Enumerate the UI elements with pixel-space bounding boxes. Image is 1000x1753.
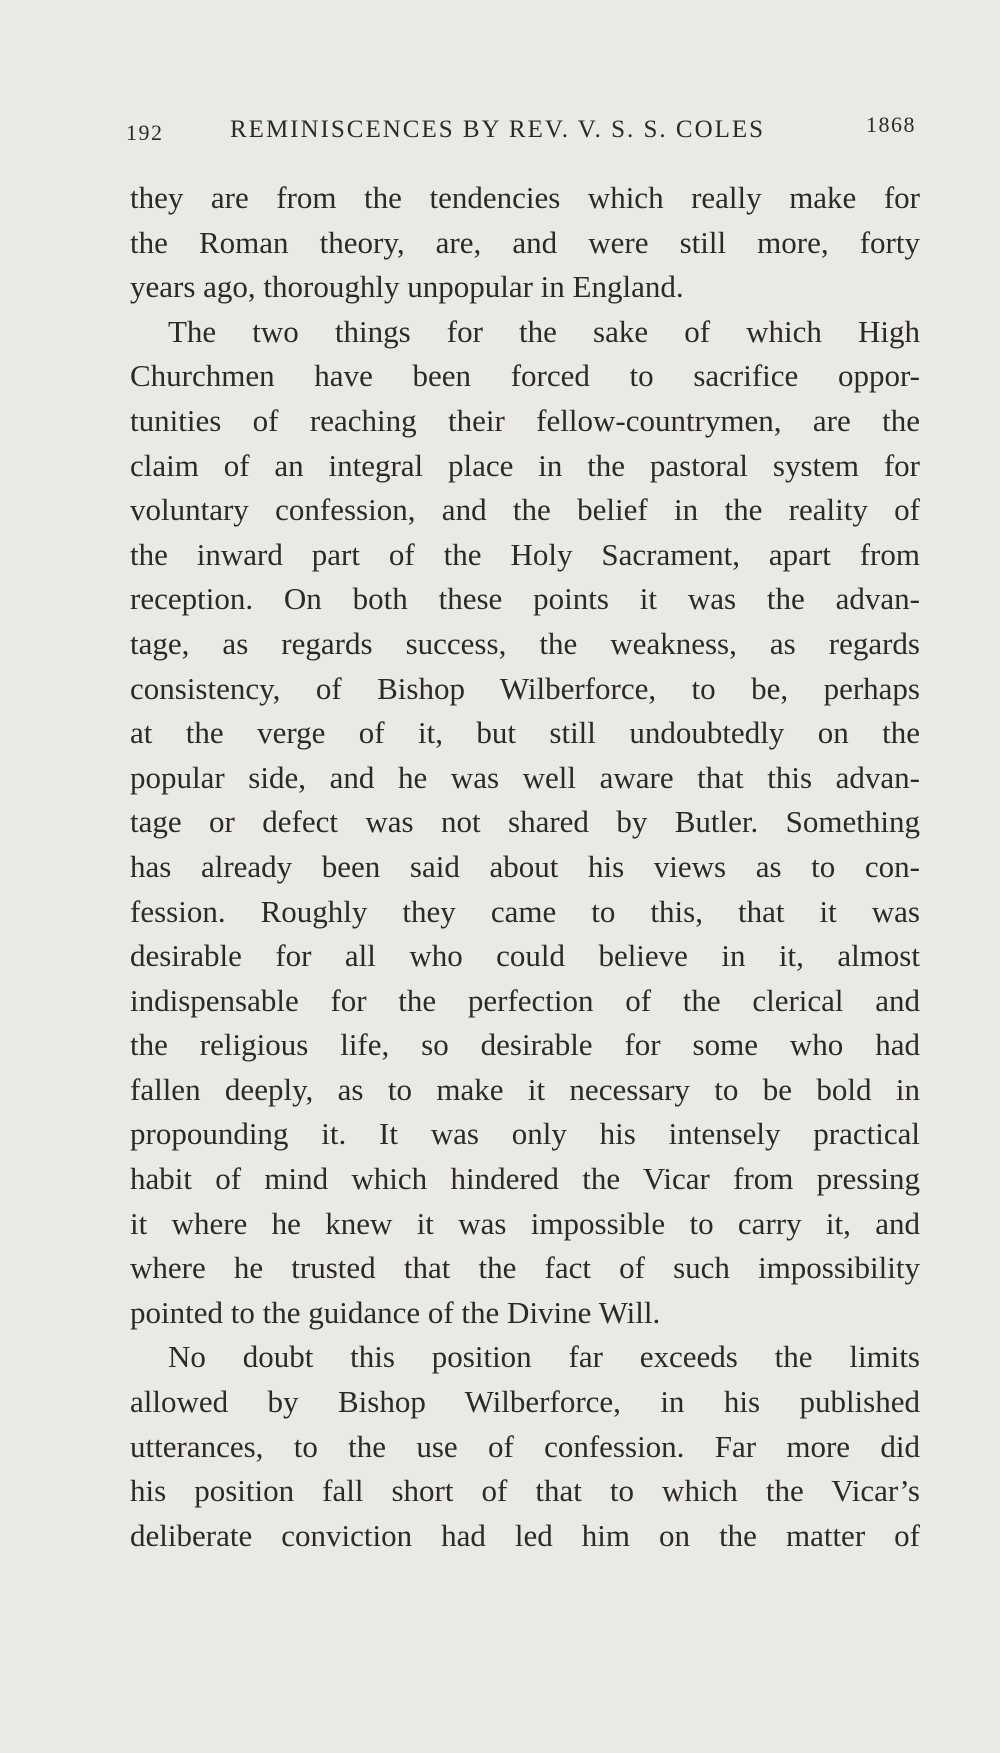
text-line: tunities of reaching their fellow-countrymen, are the bbox=[130, 402, 920, 438]
text-line: the Roman theory, are, and were still more, forty bbox=[130, 224, 920, 260]
text-line: they are from the tendencies which really make for bbox=[130, 180, 920, 215]
text-line: utterances, to the use of confession. Far more did bbox=[130, 1428, 920, 1464]
text-line: has already been said about his views as to con- bbox=[130, 848, 920, 884]
text-line: fession. Roughly they came to this, that it was bbox=[130, 893, 920, 929]
text-line: allowed by Bishop Wilberforce, in his published bbox=[130, 1384, 920, 1420]
text-line: consistency, of Bishop Wilberforce, to be, perhaps bbox=[130, 670, 920, 706]
text-line: tage, as regards success, the weakness, as regards bbox=[130, 625, 920, 661]
text-line: the inward part of the Holy Sacrament, apart from bbox=[130, 536, 920, 572]
text-line: where he trusted that the fact of such impossibility bbox=[130, 1250, 920, 1286]
text-line: habit of mind which hindered the Vicar from pressing bbox=[130, 1161, 920, 1197]
text-line: Churchmen have been forced to sacrifice oppor- bbox=[130, 358, 920, 394]
page-header bbox=[126, 112, 916, 152]
running-title: REMINISCENCES BY REV. V. S. S. COLES bbox=[230, 116, 766, 143]
text-line: The two things for the sake of which High bbox=[168, 313, 920, 349]
text-line: No doubt this position far exceeds the limits bbox=[168, 1339, 920, 1375]
header-year: 1868 bbox=[866, 112, 916, 137]
text-line: voluntary confession, and the belief in the reality of bbox=[130, 492, 920, 528]
text-line: desirable for all who could believe in it, almost bbox=[130, 938, 920, 974]
text-line: claim of an integral place in the pastoral system for bbox=[130, 447, 920, 483]
text-line: tage or defect was not shared by Butler. Something bbox=[130, 804, 920, 840]
text-line: years ago, thoroughly unpopular in England. bbox=[130, 269, 684, 305]
text-line: indispensable for the perfection of the clerical and bbox=[130, 982, 920, 1018]
page-number: 192 bbox=[126, 120, 164, 145]
text-line: propounding it. It was only his intensely practical bbox=[130, 1116, 920, 1152]
text-line: popular side, and he was well aware that this advan- bbox=[130, 759, 920, 795]
text-line: at the verge of it, but still undoubtedly on the bbox=[130, 715, 920, 751]
text-line: fallen deeply, as to make it necessary to be bold in bbox=[130, 1071, 920, 1107]
text-line: reception. On both these points it was the advan- bbox=[130, 581, 920, 617]
text-line: deliberate conviction had led him on the matter of bbox=[130, 1517, 920, 1553]
text-line: pointed to the guidance of the Divine Will. bbox=[130, 1294, 661, 1330]
text-line: the religious life, so desirable for some who had bbox=[130, 1027, 920, 1063]
text-line: it where he knew it was impossible to carry it, and bbox=[130, 1205, 920, 1241]
text-line: his position fall short of that to which the Vicar’s bbox=[130, 1473, 920, 1509]
body-text bbox=[130, 176, 920, 1558]
